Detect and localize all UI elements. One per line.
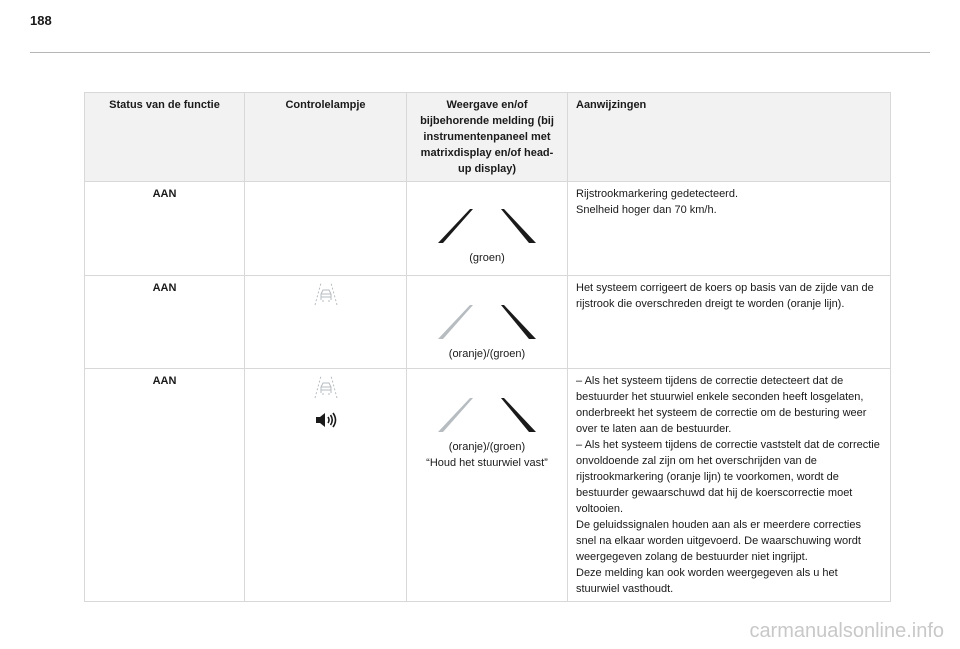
- lane-markings-icon: [435, 208, 539, 244]
- table-row: [85, 276, 891, 369]
- notes-cell: [568, 276, 891, 369]
- header-divider: [30, 52, 930, 53]
- watermark: carmanualsonline.info: [749, 620, 944, 642]
- note-line: Snelheid hoger dan 70 km/h.: [576, 204, 717, 216]
- header-warning-lamp: Controlelampje: [245, 93, 407, 182]
- left-lane-line: [438, 305, 473, 339]
- status-cell: AAN: [85, 369, 245, 602]
- left-lane-line: [438, 398, 473, 432]
- display-cell: [407, 182, 568, 276]
- right-lane-line: [501, 305, 536, 339]
- status-cell: AAN: [85, 276, 245, 369]
- left-lane-line: [438, 209, 473, 243]
- display-caption: (groen): [469, 252, 505, 264]
- note-line: Het systeem corrigeert de koers op basis van de zijde van de rijstrook die overschreden dreigt te worden (oranje lijn).: [576, 282, 874, 310]
- note-line: – Als het systeem tijdens de correctie detecteert dat de bestuurder het stuurwiel enkele seconden heeft losgelaten, onderbreekt het systeem de correctie om de besturing weer over te laten aan de bestuurder.: [576, 375, 867, 435]
- page-number: 188: [30, 13, 52, 28]
- display-caption: (oranje)/(groen): [448, 348, 526, 360]
- function-status-table: [84, 92, 891, 602]
- notes-cell: [568, 182, 891, 276]
- header-notes: Aanwijzingen: [568, 93, 891, 182]
- lane-markings-icon: [435, 304, 539, 340]
- lane-markings-icon: [435, 397, 539, 433]
- lamp-cell: [245, 182, 407, 276]
- note-line: – Als het systeem tijdens de correctie vaststelt dat de correctie onvoldoende zal zijn om het overschrijden van de rijstrookmarkering (oranje lijn) te voorkomen, wordt de bestuurder gewaarschuwd dat hij de koerscorrectie moet voltooien.: [576, 439, 880, 515]
- display-caption: (oranje)/(groen): [448, 441, 526, 453]
- note-line: Deze melding kan ook worden weergegeven als u het stuurwiel vasthoudt.: [576, 567, 838, 595]
- display-cell: [407, 276, 568, 369]
- lamp-cell: [245, 369, 407, 602]
- lane-assist-icon: [313, 280, 339, 306]
- lane-assist-icon: [313, 373, 339, 399]
- right-lane-line: [501, 398, 536, 432]
- speaker-icon: [315, 411, 337, 429]
- notes-cell: [568, 369, 891, 602]
- right-lane-line: [501, 209, 536, 243]
- header-display: Weergave en/of bijbehorende melding (bij instrumentenpaneel met matrixdisplay en/of head-up display): [407, 93, 568, 182]
- display-cell: [407, 369, 568, 602]
- table-header-row: [85, 93, 891, 182]
- display-message: “Houd het stuurwiel vast”: [426, 457, 548, 469]
- table-row: [85, 182, 891, 276]
- header-status: Status van de functie: [85, 93, 245, 182]
- status-cell: AAN: [85, 182, 245, 276]
- lamp-cell: [245, 276, 407, 369]
- table-row: [85, 369, 891, 602]
- note-line: De geluidssignalen houden aan als er meerdere correcties snel na elkaar worden uitgevoerd. De waarschuwing wordt weergegeven zolang de bestuurder niet ingrijpt.: [576, 519, 861, 563]
- note-line: Rijstrookmarkering gedetecteerd.: [576, 188, 739, 200]
